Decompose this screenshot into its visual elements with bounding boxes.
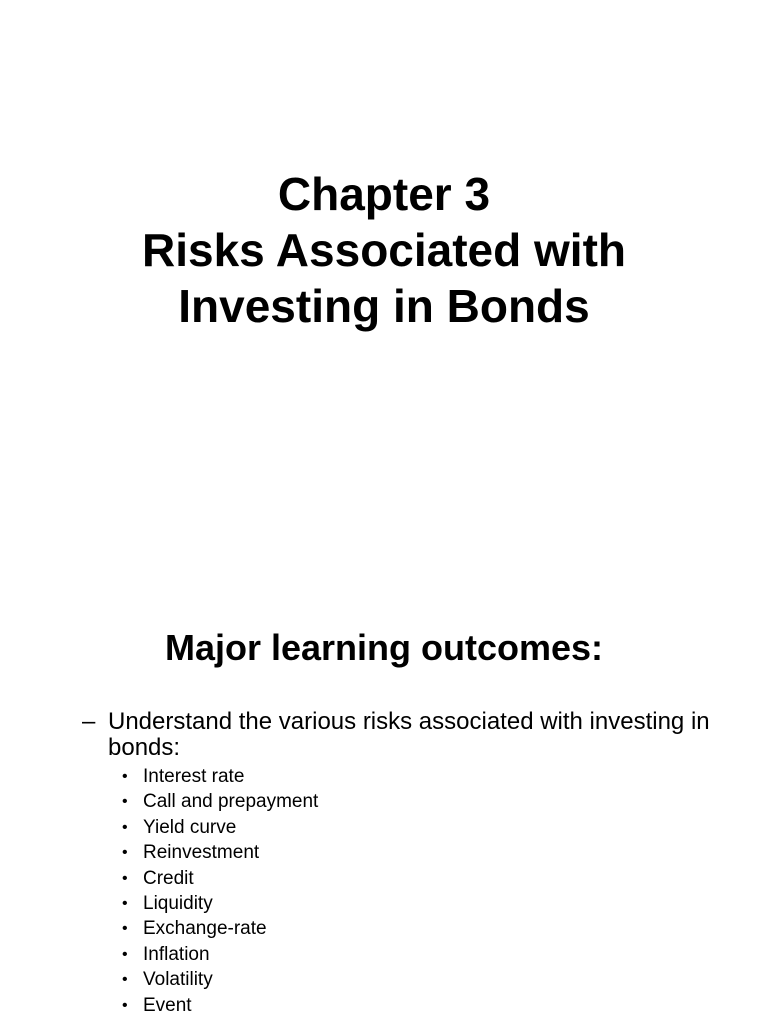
- risk-label: Exchange-rate: [143, 918, 267, 940]
- bullet-marker: •: [122, 945, 128, 963]
- risk-label: Reinvestment: [143, 842, 260, 864]
- risk-label: Credit: [143, 867, 194, 889]
- bullet-marker: •: [122, 869, 128, 887]
- list-item: [122, 891, 318, 916]
- list-item: [122, 815, 318, 840]
- bullet-marker: •: [122, 996, 128, 1014]
- title-line-chapter: Chapter 3: [277, 168, 491, 220]
- list-item: [122, 866, 318, 891]
- dash-marker: –: [82, 708, 96, 735]
- bullet-marker: •: [122, 920, 128, 938]
- learning-outcome: [82, 709, 722, 761]
- bullet-marker: •: [122, 818, 128, 836]
- risk-label: Inflation: [143, 943, 210, 965]
- risk-label: Event: [143, 994, 192, 1016]
- risk-label: Call and prepayment: [143, 791, 319, 813]
- slide-title: [0, 166, 768, 334]
- list-item: [122, 840, 318, 865]
- bullet-marker: •: [122, 971, 128, 989]
- risk-label: Interest rate: [143, 766, 245, 787]
- bullet-marker: •: [122, 793, 128, 811]
- list-item: [122, 916, 318, 941]
- risk-label: Yield curve: [143, 816, 237, 838]
- risk-label: Volatility: [143, 969, 213, 991]
- risk-list: [122, 764, 318, 1018]
- section-heading: Major learning outcomes:: [164, 627, 604, 668]
- bullet-marker: •: [122, 844, 128, 862]
- title-line-risks: Risks Associated with: [141, 224, 626, 276]
- list-item: [122, 764, 318, 789]
- list-item: [122, 789, 318, 814]
- bullet-marker: •: [122, 895, 128, 913]
- title-line-bonds: Investing in Bonds: [178, 280, 590, 332]
- learning-outcome-text: Understand the various risks associated with investing in bonds:: [108, 708, 710, 761]
- list-item: [122, 993, 318, 1018]
- bullet-marker: •: [122, 768, 128, 785]
- risk-label: Liquidity: [143, 893, 213, 915]
- list-item: [122, 967, 318, 992]
- list-item: [122, 942, 318, 967]
